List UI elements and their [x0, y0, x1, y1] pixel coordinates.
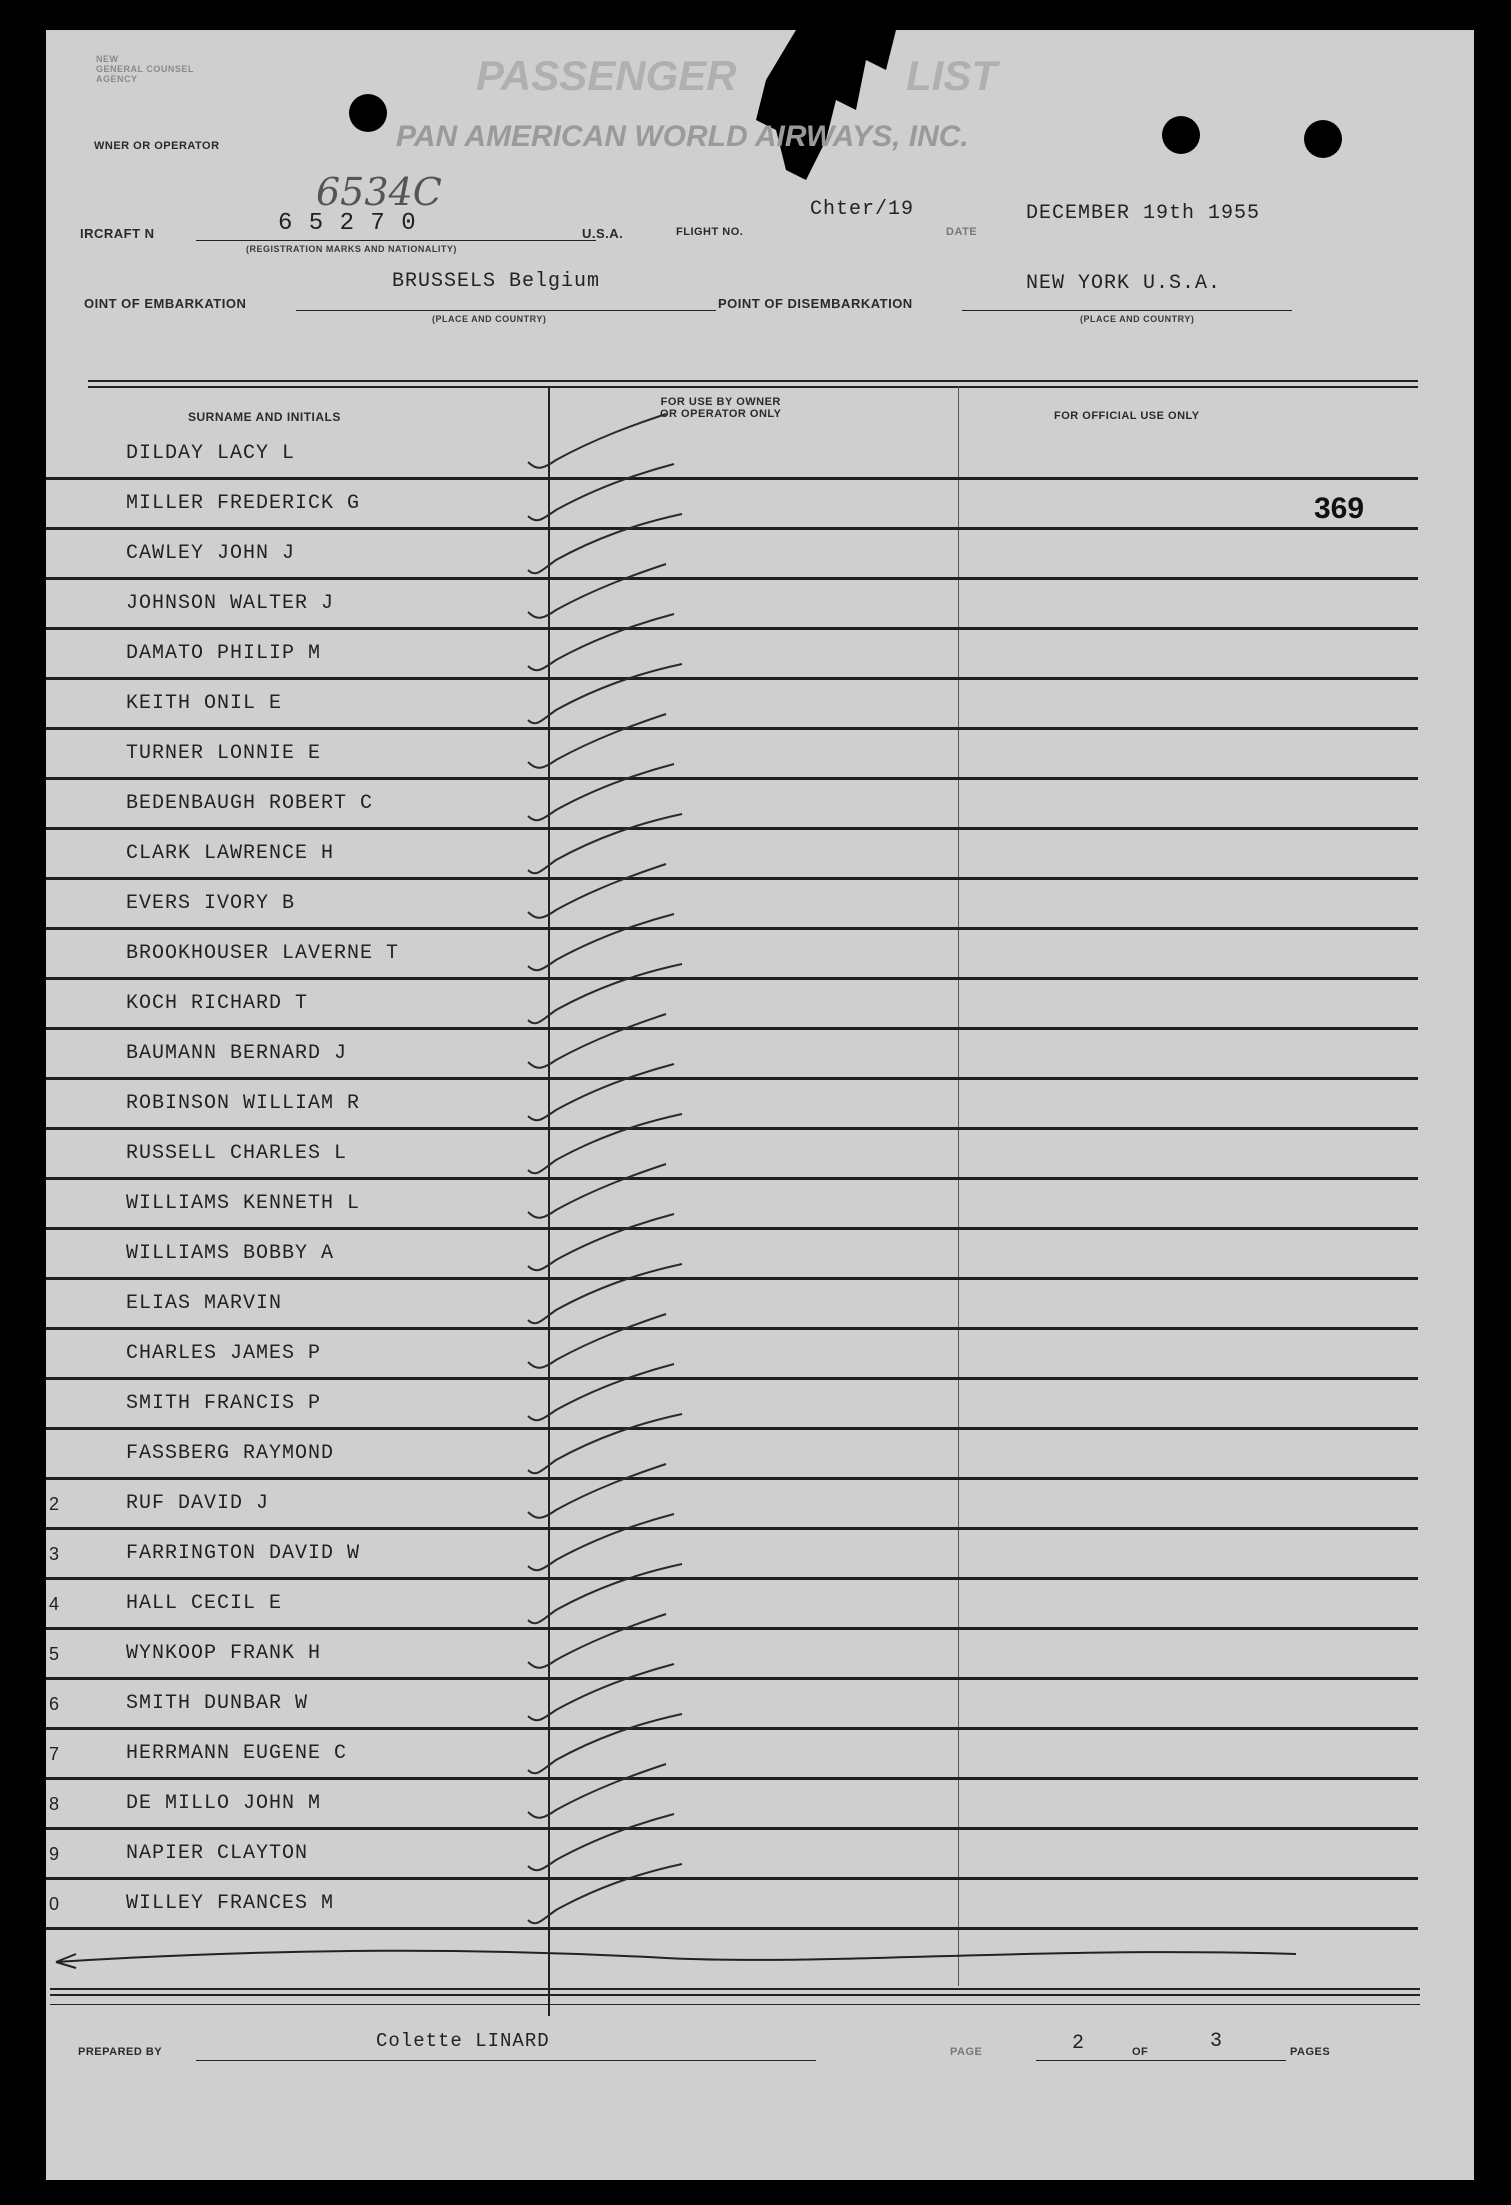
disembarkation-label: POINT OF DISEMBARKATION [718, 296, 913, 311]
table-row [46, 1030, 1474, 1080]
embarkation-label: OINT OF EMBARKATION [84, 296, 247, 311]
page-total: 3 [1210, 2030, 1224, 2053]
table-row [46, 1730, 1474, 1780]
passenger-name: CLARK LAWRENCE H [126, 842, 335, 865]
prepared-by-label: PREPARED BY [78, 2046, 163, 2058]
passenger-name: DE MILLO JOHN M [126, 1792, 322, 1815]
passenger-name: HALL CECIL E [126, 1592, 283, 1615]
passenger-name: WILLEY FRANCES M [126, 1892, 335, 1915]
company-name-faded: PAN AMERICAN WORLD AIRWAYS, INC. [396, 120, 969, 153]
passenger-name: BROOKHOUSER LAVERNE T [126, 942, 400, 965]
table-row [46, 1130, 1474, 1180]
passenger-name: RUSSELL CHARLES L [126, 1142, 348, 1165]
passenger-name: WYNKOOP FRANK H [126, 1642, 322, 1665]
embarkation-caption: (PLACE AND COUNTRY) [432, 314, 547, 324]
table-row [46, 630, 1474, 680]
passenger-name: CHARLES JAMES P [126, 1342, 322, 1365]
embarkation-underline [296, 310, 716, 311]
page-label: PAGE [950, 2046, 983, 2058]
table-row [46, 1630, 1474, 1680]
embarkation-value: BRUSSELS Belgium [392, 270, 601, 293]
table-bottom-rule-1 [50, 1988, 1420, 1990]
table-row [46, 1530, 1474, 1580]
row-number: 4 [49, 1594, 60, 1614]
prepared-by-value: Colette LINARD [376, 2030, 550, 2052]
end-of-list-line [46, 1940, 1346, 1980]
passenger-name: DILDAY LACY L [126, 442, 296, 465]
owner-label: WNER OR OPERATOR [94, 140, 220, 152]
form-title-faded-2: LIST [906, 52, 997, 99]
table-row [46, 1830, 1474, 1880]
prepared-by-underline [196, 2060, 816, 2061]
row-number: 6 [49, 1694, 60, 1714]
table-row [46, 680, 1474, 730]
table-row [46, 1180, 1474, 1230]
row-number: 3 [49, 1544, 60, 1564]
registration-caption: (REGISTRATION MARKS AND NATIONALITY) [246, 244, 457, 254]
date-label: DATE [946, 226, 978, 238]
table-row [46, 1880, 1474, 1930]
page-underline [1036, 2060, 1286, 2061]
table-row [46, 930, 1474, 980]
passenger-name: KEITH ONIL E [126, 692, 283, 715]
table-row [46, 1330, 1474, 1380]
passenger-name: DAMATO PHILIP M [126, 642, 322, 665]
table-row [46, 1430, 1474, 1480]
pages-label: PAGES [1290, 2046, 1331, 2058]
table-row [46, 580, 1474, 630]
table-row [46, 1380, 1474, 1430]
table-row [46, 1480, 1474, 1530]
flight-number: Chter/19 [810, 198, 915, 221]
passenger-name: NAPIER CLAYTON [126, 1842, 309, 1865]
punch-hole-right-1 [1162, 116, 1200, 154]
disembarkation-value: NEW YORK U.S.A. [1026, 272, 1222, 295]
of-label: OF [1132, 2046, 1149, 2058]
table-row [46, 530, 1474, 580]
table-row [46, 830, 1474, 880]
passenger-name: BAUMANN BERNARD J [126, 1042, 348, 1065]
column-header-surname: SURNAME AND INITIALS [188, 410, 341, 424]
page-number: 2 [1072, 2032, 1086, 2055]
passenger-name: SMITH FRANCIS P [126, 1392, 322, 1415]
passenger-name: HERRMANN EUGENE C [126, 1742, 348, 1765]
torn-notch [746, 30, 906, 180]
stamp-number: 369 [1314, 492, 1365, 525]
aircraft-label: IRCRAFT N [80, 226, 155, 241]
passenger-name: EVERS IVORY B [126, 892, 296, 915]
row-number: 8 [49, 1794, 60, 1814]
passenger-name: FASSBERG RAYMOND [126, 1442, 335, 1465]
row-rule [46, 1927, 1418, 1930]
passenger-name: WILLIAMS KENNETH L [126, 1192, 361, 1215]
passenger-name: FARRINGTON DAVID W [126, 1542, 361, 1565]
table-row [46, 1680, 1474, 1730]
table-row [46, 1230, 1474, 1280]
table-row [46, 480, 1474, 530]
row-number: 9 [49, 1844, 60, 1864]
punch-hole-right-2 [1304, 120, 1342, 158]
disembarkation-caption: (PLACE AND COUNTRY) [1080, 314, 1195, 324]
aircraft-number: 6 5 2 7 0 [278, 210, 417, 237]
check-mark-icon [516, 1862, 716, 1942]
aircraft-handwritten: 6534C [316, 170, 442, 214]
row-number: 5 [49, 1644, 60, 1664]
row-number: 0 [49, 1894, 60, 1914]
passenger-table [46, 430, 1474, 1990]
table-row [46, 1780, 1474, 1830]
flight-label: FLIGHT NO. [676, 226, 744, 238]
table-row [46, 1080, 1474, 1130]
table-row [46, 1280, 1474, 1330]
table-row [46, 730, 1474, 780]
row-number: 7 [49, 1744, 60, 1764]
passenger-name: ELIAS MARVIN [126, 1292, 283, 1315]
row-number: 2 [49, 1494, 60, 1514]
passenger-name: MILLER FREDERICK G [126, 492, 361, 515]
passenger-name: JOHNSON WALTER J [126, 592, 335, 615]
table-row [46, 980, 1474, 1030]
passenger-name: WILLIAMS BOBBY A [126, 1242, 335, 1265]
table-bottom-rule-2 [50, 1994, 1420, 1996]
table-row [46, 780, 1474, 830]
table-bottom-rule-3 [50, 2004, 1420, 2005]
punch-hole-left [349, 94, 387, 132]
passenger-name: SMITH DUNBAR W [126, 1692, 309, 1715]
passenger-name: RUF DAVID J [126, 1492, 270, 1515]
passenger-name: CAWLEY JOHN J [126, 542, 296, 565]
passenger-name: ROBINSON WILLIAM R [126, 1092, 361, 1115]
nationality: U.S.A. [582, 226, 624, 241]
passenger-name: BEDENBAUGH ROBERT C [126, 792, 374, 815]
passenger-name: TURNER LONNIE E [126, 742, 322, 765]
table-top-rule-1 [88, 380, 1418, 382]
column-header-owner: FOR USE BY OWNER OR OPERATOR ONLY [660, 396, 782, 420]
column-header-official: FOR OFFICIAL USE ONLY [1054, 410, 1200, 422]
passenger-name: KOCH RICHARD T [126, 992, 309, 1015]
table-top-rule-2 [88, 386, 1418, 388]
table-row [46, 1580, 1474, 1630]
disembarkation-underline [962, 310, 1292, 311]
date-value: DECEMBER 19th 1955 [1026, 202, 1261, 225]
corner-stamp: NEW GENERAL COUNSEL AGENCY [96, 54, 194, 84]
form-title-faded: PASSENGER [476, 52, 737, 99]
passenger-manifest-sheet [46, 30, 1474, 2180]
table-row [46, 880, 1474, 930]
table-row [46, 430, 1474, 480]
aircraft-underline [196, 240, 596, 241]
